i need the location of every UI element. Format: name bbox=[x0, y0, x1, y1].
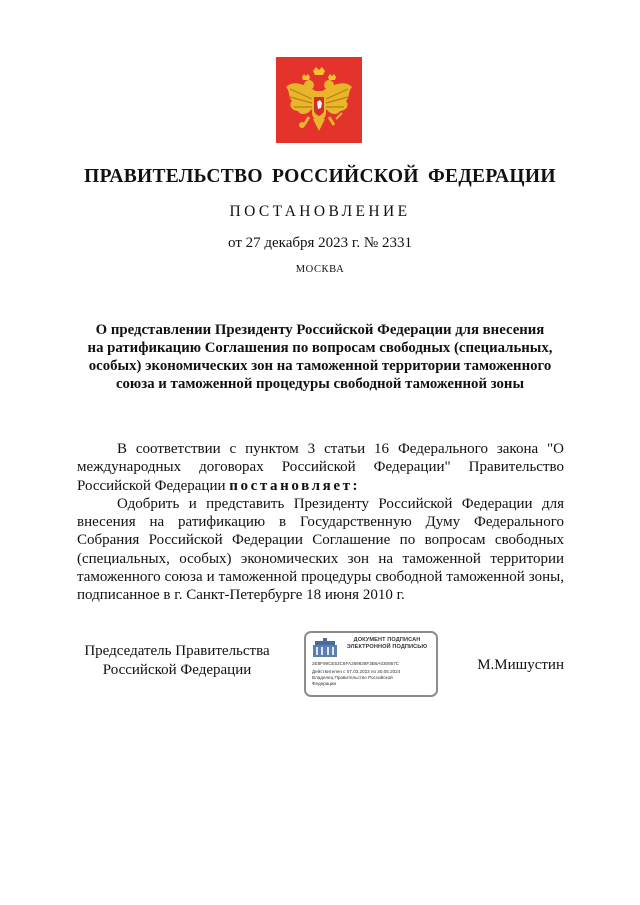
subject-line: О представлении Президенту Российской Федерации для внесения bbox=[95, 322, 545, 338]
building-icon bbox=[312, 637, 338, 659]
subject-line: на ратификацию Соглашения по вопросам свободных (специальных, bbox=[87, 340, 553, 356]
stamp-certificate: 2E8F99CE53C6FA289838F3B6A030867C bbox=[312, 661, 400, 666]
signer-position-line: Председатель Правительства bbox=[84, 643, 270, 659]
signer-position bbox=[77, 642, 277, 680]
document-type: ПОСТАНОВЛЕНИЕ bbox=[229, 203, 411, 220]
stamp-title-line: ДОКУМЕНТ ПОДПИСАН bbox=[353, 637, 421, 643]
preamble-text: В соответствии с пунктом 3 статьи 16 Федерального закона "О международных договорах Российской Федерации" Правительство Российской Федерации bbox=[77, 441, 564, 494]
body-paragraph-preamble bbox=[77, 440, 564, 495]
stamp-title bbox=[338, 637, 436, 651]
document-body bbox=[77, 440, 564, 605]
body-paragraph-decision: Одобрить и представить Президенту Российской Федерации для внесения на ратификацию в Государственную Думу Федерального Собрания Российской Федерации Соглашение по вопросам свободных (специальных, особых) экономических зон на таможенной территории таможенного союза и таможенной процедуры свободной таможенной зоны, подписанное в г. Санкт-Петербурге 18 июня 2010 г. bbox=[77, 495, 564, 604]
document-date-number: от 27 декабря 2023 г. № 2331 bbox=[228, 235, 412, 251]
stamp-owner: Федерации bbox=[312, 681, 337, 686]
coat-of-arms-emblem bbox=[276, 57, 362, 143]
electronic-signature-stamp bbox=[304, 631, 438, 697]
resolution-keyword: постановляет: bbox=[229, 477, 361, 494]
subject-line: особых) экономических зон на таможенной территории таможенного bbox=[88, 358, 552, 374]
document-city: МОСКВА bbox=[295, 264, 345, 275]
stamp-title-line: ЭЛЕКТРОННОЙ ПОДПИСЬЮ bbox=[346, 644, 428, 650]
double-headed-eagle-icon bbox=[276, 57, 362, 143]
stamp-validity: Действителен с 07.03.2023 по 30.05.2024 bbox=[312, 669, 401, 674]
signer-name: М.Мишустин bbox=[477, 657, 564, 673]
government-title: ПРАВИТЕЛЬСТВО РОССИЙСКОЙ ФЕДЕРАЦИИ bbox=[84, 166, 556, 187]
subject-line: союза и таможенной процедуры свободной таможенной зоны bbox=[115, 376, 525, 392]
signer-position-line: Российской Федерации bbox=[102, 662, 252, 678]
document-subject bbox=[70, 321, 570, 393]
stamp-owner: Владелец Правительство Российской bbox=[312, 675, 393, 680]
